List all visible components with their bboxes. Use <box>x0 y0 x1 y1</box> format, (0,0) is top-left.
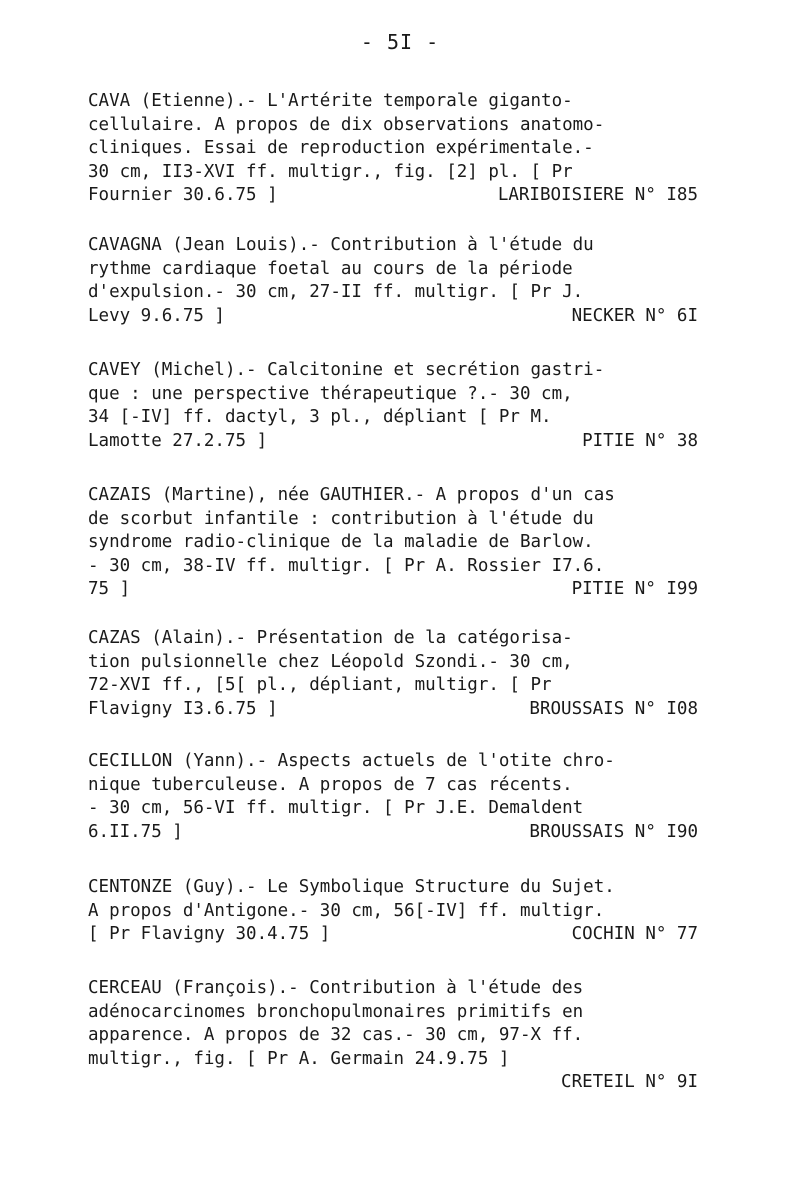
entry-line: 30 cm, II3-XVI ff. multigr., fig. [2] pl. [ Pr <box>88 161 573 182</box>
hospital-reference: PITIE N° 38 <box>582 430 698 451</box>
entry-line: de scorbut infantile : contribution à l'étude du <box>88 508 594 529</box>
hospital-reference: COCHIN N° 77 <box>571 924 698 944</box>
entry-line: A propos d'Antigone.- 30 cm, 56[-IV] ff. multigr. <box>88 900 605 921</box>
hospital-reference: NECKER N° 6I <box>571 305 698 326</box>
bibliography-entry <box>88 876 698 947</box>
entry-line: 34 [-IV] ff. dactyl, 3 pl., dépliant [ Pr M. <box>88 407 552 427</box>
entry-line: CAVEY (Michel).- Calcitonine et secrétion gastri- <box>88 360 605 380</box>
entry-line: CERCEAU (François).- Contribution à l'étude des <box>88 978 584 998</box>
entry-line: CENTONZE (Guy).- Le Symbolique Structure du Sujet. <box>88 877 615 897</box>
entry-line: 72-XVI ff., [5[ pl., dépliant, multigr. [ Pr <box>88 675 552 695</box>
entry-line: 75 ] <box>88 579 131 599</box>
entry-line: tion pulsionnelle chez Léopold Szondi.- 30 cm, <box>88 651 573 672</box>
hospital-reference: CRETEIL N° 9I <box>561 1072 698 1092</box>
page-number: - 5I - <box>360 30 440 54</box>
entry-line: CAZAIS (Martine), née GAUTHIER.- A propos d'un cas <box>88 485 615 505</box>
entry-line: CAZAS (Alain).- Présentation de la catégorisa- <box>88 628 573 648</box>
hospital-reference: PITIE N° I99 <box>571 579 698 599</box>
bibliography-entry <box>88 484 698 602</box>
entry-line: Levy 9.6.75 ] <box>88 305 225 326</box>
entry-line: que : une perspective thérapeutique ?.- 30 cm, <box>88 383 573 404</box>
entry-line: CECILLON (Yann).- Aspects actuels de l'otite chro- <box>88 751 615 771</box>
bibliography-entry <box>88 750 698 844</box>
entry-line: 6.II.75 ] <box>88 821 183 842</box>
hospital-reference: BROUSSAIS N° I90 <box>529 821 698 842</box>
bibliography-entry <box>88 234 698 328</box>
bibliography-entry <box>88 627 698 721</box>
entry-line: - 30 cm, 56-VI ff. multigr. [ Pr J.E. Demaldent <box>88 798 584 818</box>
bibliography-entry <box>88 359 698 453</box>
bibliography-entry <box>88 977 698 1095</box>
entry-line: CAVAGNA (Jean Louis).- Contribution à l'étude du <box>88 235 594 255</box>
entry-line: Flavigny I3.6.75 ] <box>88 698 278 719</box>
entry-line: syndrome radio-clinique de la maladie de Barlow. <box>88 532 594 552</box>
entry-line: [ Pr Flavigny 30.4.75 ] <box>88 924 331 944</box>
entry-line: multigr., fig. [ Pr A. Germain 24.9.75 ] <box>88 1048 510 1069</box>
entry-line: Fournier 30.6.75 ] <box>88 185 278 205</box>
entry-line: d'expulsion.- 30 cm, 27-II ff. multigr. [ Pr J. <box>88 282 584 302</box>
entry-line: - 30 cm, 38-IV ff. multigr. [ Pr A. Rossier I7.6. <box>88 555 605 576</box>
entry-line: cellulaire. A propos de dix observations anatomo- <box>88 114 605 135</box>
hospital-reference: LARIBOISIERE N° I85 <box>497 185 698 205</box>
entry-line: cliniques. Essai de reproduction expérimentale.- <box>88 138 594 158</box>
bibliography-entry <box>88 90 698 208</box>
entry-line: CAVA (Etienne).- L'Artérite temporale giganto- <box>88 91 573 111</box>
entry-line: Lamotte 27.2.75 ] <box>88 430 268 451</box>
hospital-reference: BROUSSAIS N° I08 <box>529 698 698 719</box>
entry-line: apparence. A propos de 32 cas.- 30 cm, 97-X ff. <box>88 1025 584 1045</box>
entry-line: nique tuberculeuse. A propos de 7 cas récents. <box>88 774 573 795</box>
entry-line: rythme cardiaque foetal au cours de la période <box>88 258 573 279</box>
entry-line: adénocarcinomes bronchopulmonaires primitifs en <box>88 1001 584 1022</box>
